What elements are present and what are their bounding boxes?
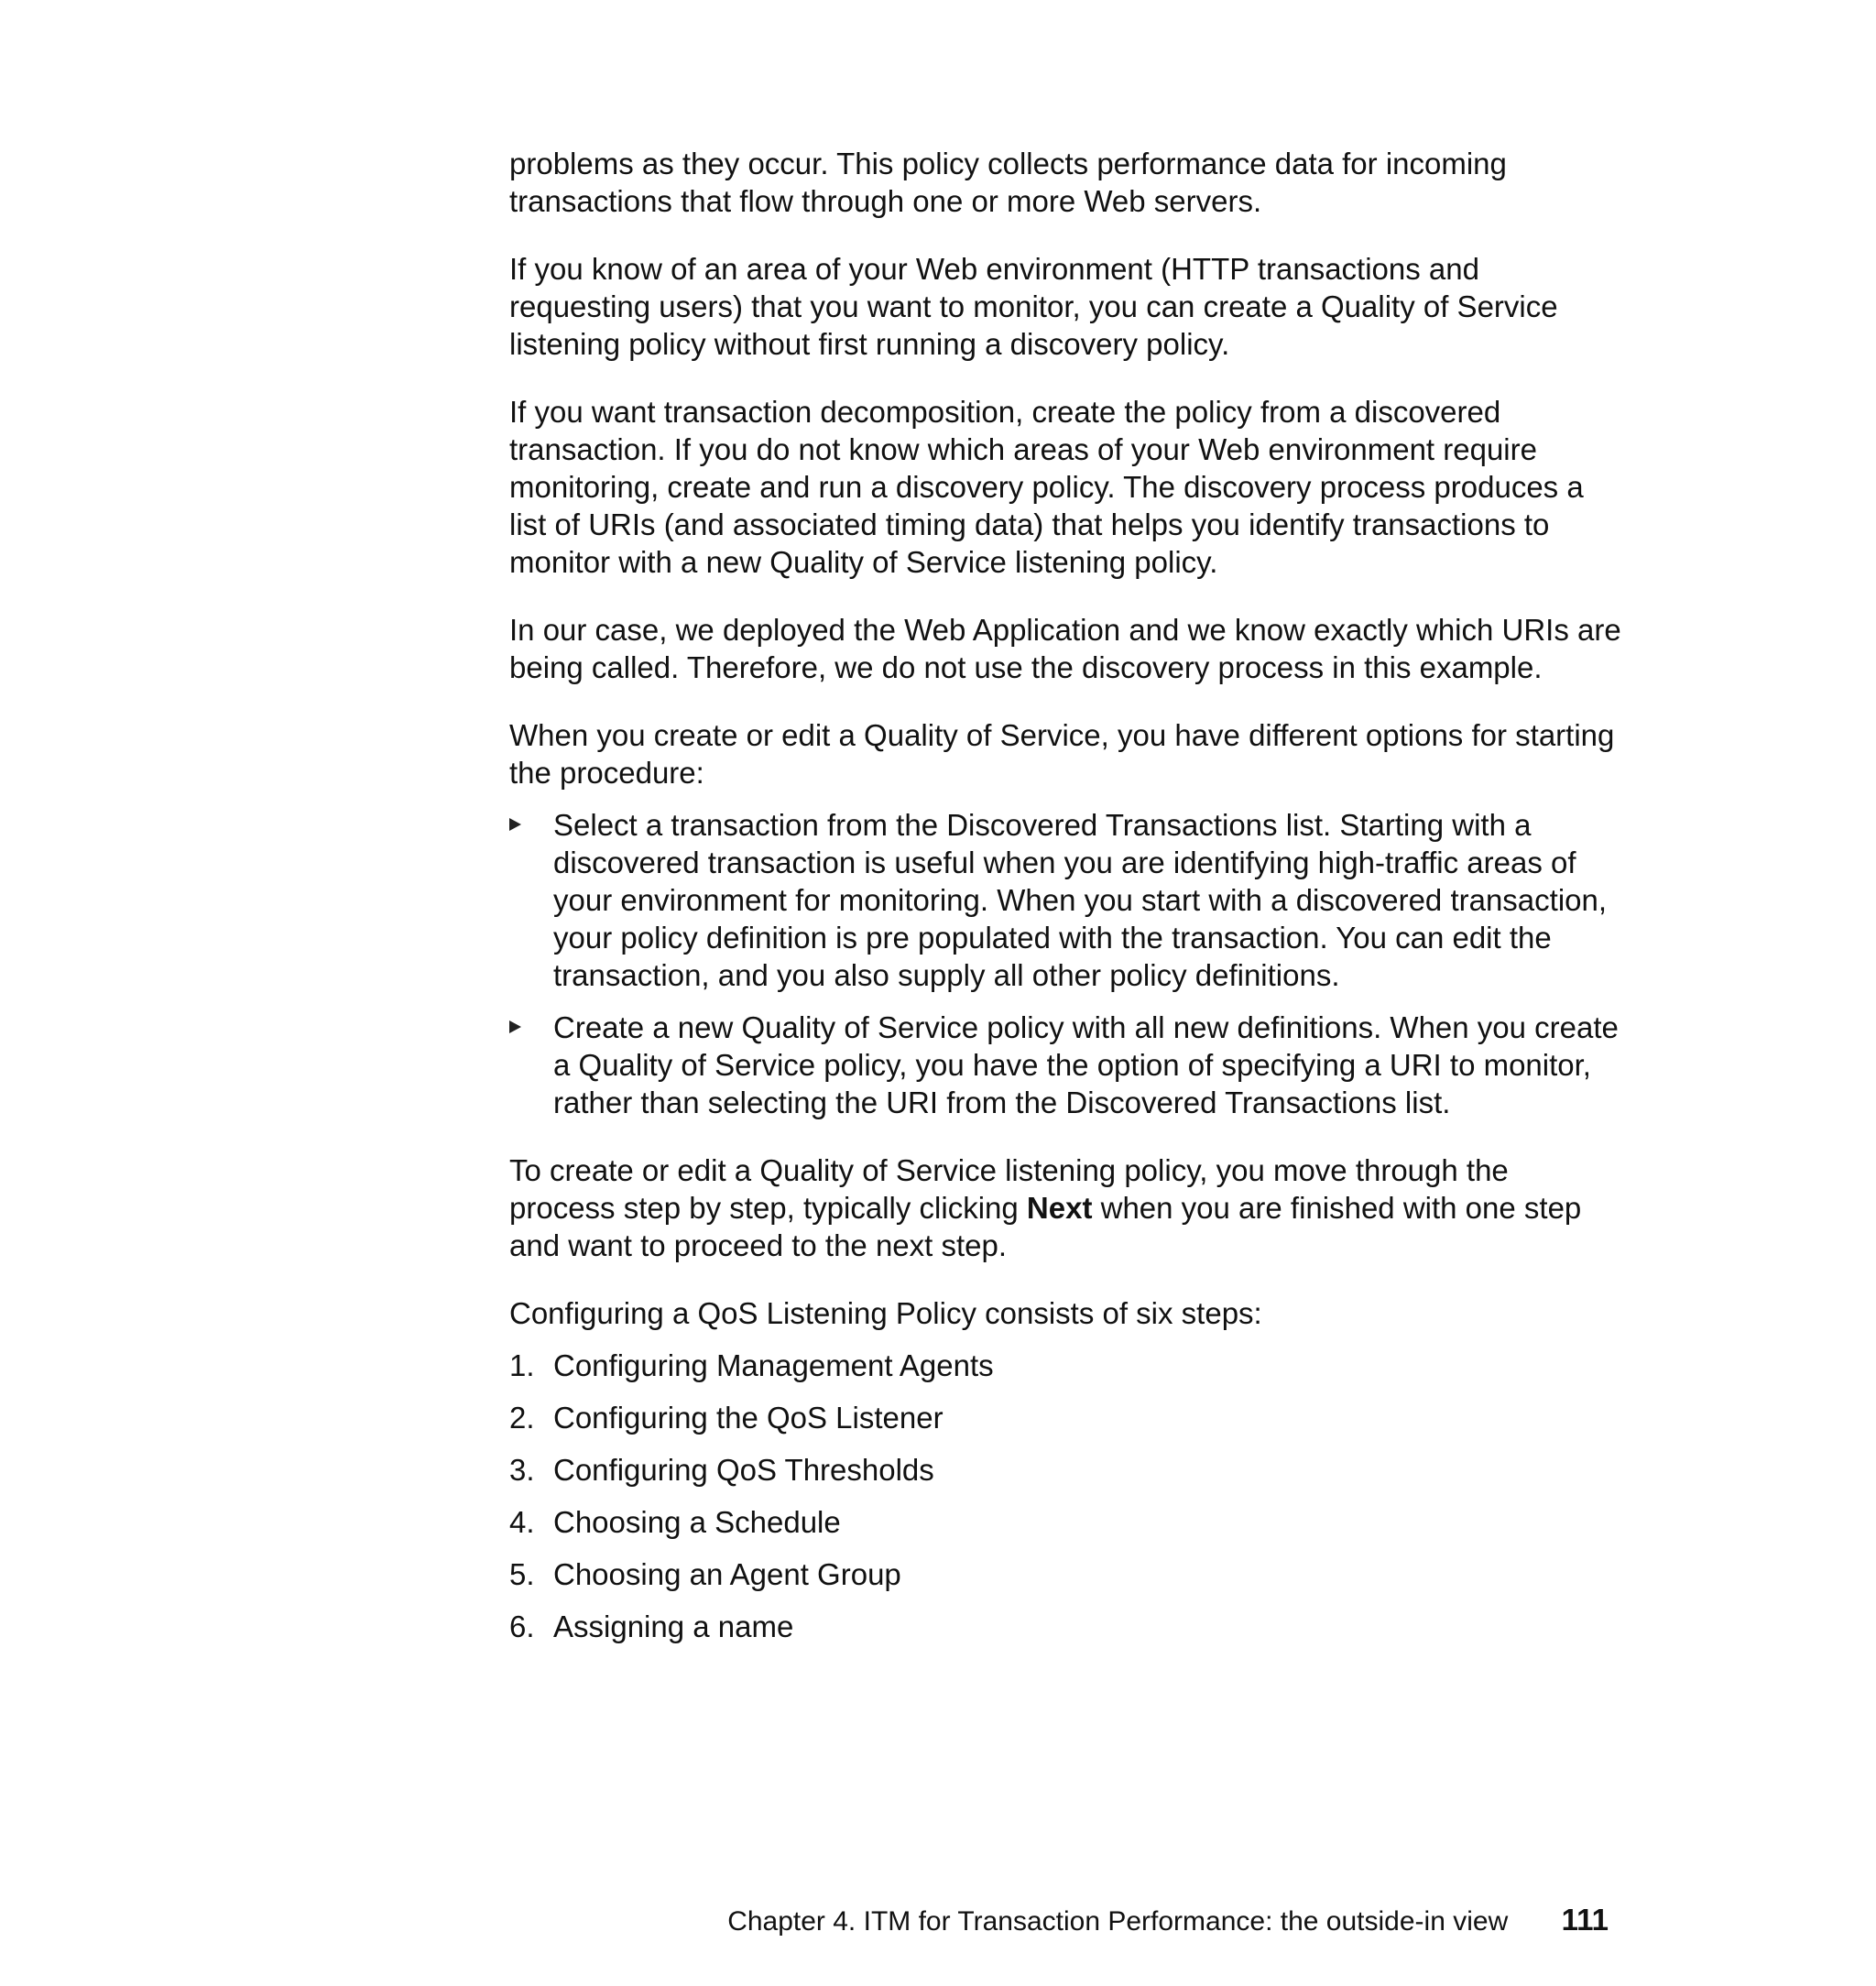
next-keyword: Next xyxy=(1026,1191,1093,1225)
step-item xyxy=(509,1347,1622,1384)
bullet-item xyxy=(509,806,1622,994)
step-item xyxy=(509,1399,1622,1436)
steps-list xyxy=(509,1347,1622,1645)
step-number: 3. xyxy=(509,1453,535,1487)
step-number: 6. xyxy=(509,1610,535,1643)
step-text: Choosing a Schedule xyxy=(553,1505,841,1539)
paragraph-intro: problems as they occur. This policy collects performance data for incoming transactions that flow through one or more Web servers. xyxy=(509,147,1507,218)
page-number: 111 xyxy=(1561,1903,1609,1937)
step-text: Configuring Management Agents xyxy=(553,1348,994,1382)
step-number: 4. xyxy=(509,1505,535,1539)
paragraph-steps-intro: Configuring a QoS Listening Policy consists of six steps: xyxy=(509,1296,1262,1330)
step-number: 5. xyxy=(509,1557,535,1591)
paragraph-known-area: If you know of an area of your Web environment (HTTP transactions and requesting users) that you want to monitor, you can create a Quality of Service listening policy without first running a discovery policy. xyxy=(509,252,1558,361)
paragraph-options: When you create or edit a Quality of Service, you have different options for starting the procedure: xyxy=(509,718,1615,790)
page-body xyxy=(509,145,1622,1660)
step-text: Configuring the QoS Listener xyxy=(553,1401,943,1435)
step-item xyxy=(509,1503,1622,1541)
bullet-item xyxy=(509,1009,1622,1121)
process-text-end: when you are finished with one step and want to proceed to the next step. xyxy=(509,1191,1582,1262)
step-number: 1. xyxy=(509,1348,535,1382)
triangle-bullet-icon xyxy=(509,1020,521,1033)
paragraph-our-case: In our case, we deployed the Web Application and we know exactly which URIs are being called. Therefore, we do not use the discovery process in this example. xyxy=(509,613,1621,684)
bullet-text: Create a new Quality of Service policy with all new definitions. When you create a Quality of Service policy, you have the option of specifying a URI to monitor, rather than selecting the URI from the Discovered Transactions list. xyxy=(553,1010,1619,1119)
step-item xyxy=(509,1608,1622,1645)
step-text: Assigning a name xyxy=(553,1610,794,1643)
step-item xyxy=(509,1451,1622,1489)
step-item xyxy=(509,1555,1622,1593)
paragraph-process xyxy=(509,1151,1622,1264)
options-bullet-list xyxy=(509,806,1622,1121)
bullet-text: Select a transaction from the Discovered Transactions list. Starting with a discovered transaction is useful when you are identifying high-traffic areas of your environment for monitoring. When you start with a discovered transaction, your policy definition is pre populated with the transaction. You can edit the transaction, and you also supply all other policy definitions. xyxy=(553,808,1608,992)
page-footer xyxy=(727,1904,1609,1938)
footer-chapter-title: Chapter 4. ITM for Transaction Performance: the outside-in view xyxy=(727,1906,1509,1937)
step-text: Configuring QoS Thresholds xyxy=(553,1453,934,1487)
triangle-bullet-icon xyxy=(509,818,521,831)
step-number: 2. xyxy=(509,1401,535,1435)
process-text-start: To create or edit a Quality of Service listening policy, you move through the process step by step, typically clicking xyxy=(509,1153,1509,1225)
paragraph-decomposition: If you want transaction decomposition, create the policy from a discovered transaction. If you do not know which areas of your Web environment require monitoring, create and run a discovery policy. The discovery process produces a list of URIs (and associated timing data) that helps you identify transactions to monitor with a new Quality of Service listening policy. xyxy=(509,395,1584,579)
step-text: Choosing an Agent Group xyxy=(553,1557,901,1591)
